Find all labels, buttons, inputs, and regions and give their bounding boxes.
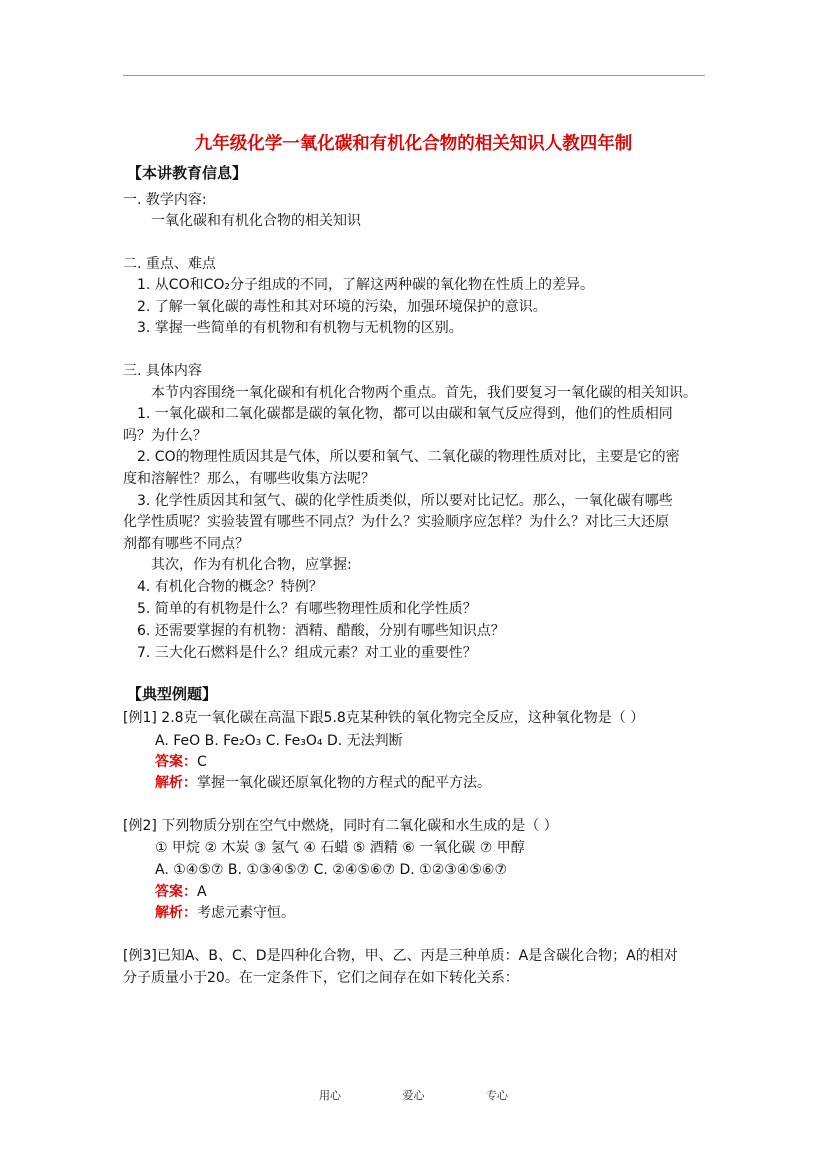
example1-analysis	[155, 775, 491, 791]
s3-heading: 三. 具体内容	[123, 363, 202, 379]
analysis-text: 考虑元素守恒。	[197, 905, 295, 921]
section-heading-info: 【本讲教育信息】	[127, 164, 248, 182]
example1-question: [例1] 2.8克一氧化碳在高温下跟5.8克某种铁的氧化物完全反应，这种氧化物是（ ）	[123, 710, 645, 726]
answer-value: C	[197, 754, 207, 770]
s2-item: 2. 了解一氧化碳的毒性和其对环境的污染，加强环境保护的意识。	[137, 299, 547, 315]
example2-items: ① 甲烷 ② 木炭 ③ 氢气 ④ 石蜡 ⑤ 酒精 ⑥ 一氧化碳 ⑦ 甲醇	[155, 840, 525, 856]
section-heading-examples: 【典型例题】	[127, 685, 218, 703]
s2-item: 1. 从CO和CO₂分子组成的不同，了解这两种碳的氧化物在性质上的差异。	[137, 277, 595, 293]
s3-line: 度和溶解性？那么，有哪些收集方法呢？	[123, 471, 375, 487]
example2-question: [例2] 下列物质分别在空气中燃烧，同时有二氧化碳和水生成的是（ ）	[123, 818, 558, 834]
answer-value: A	[197, 884, 207, 900]
s3-line: 本节内容围绕一氧化碳和有机化合物两个重点。首先，我们要复习一氧化碳的相关知识。	[151, 385, 697, 401]
s3-line: 5. 简单的有机物是什么？有哪些物理性质和化学性质？	[137, 601, 477, 617]
example1-answer	[155, 754, 207, 770]
example2-options: A. ①④⑤⑦ B. ①③④⑤⑦ C. ②④⑤⑥⑦ D. ①②③④⑤⑥⑦	[155, 862, 508, 878]
answer-label: 答案：	[155, 884, 197, 900]
example2-answer	[155, 884, 207, 900]
s3-line: 4. 有机化合物的概念？特例？	[137, 579, 323, 595]
analysis-label: 解析：	[155, 775, 197, 791]
page-footer	[0, 1087, 827, 1103]
example1-options: A. FeO B. Fe₂O₃ C. Fe₃O₄ D. 无法判断	[155, 733, 403, 749]
s3-line: 其次，作为有机化合物，应掌握:	[151, 557, 352, 573]
example2-analysis	[155, 905, 295, 921]
answer-label: 答案：	[155, 754, 197, 770]
s2-heading: 二. 重点、难点	[123, 256, 216, 272]
analysis-text: 掌握一氧化碳还原氧化物的方程式的配平方法。	[197, 775, 491, 791]
s3-line: 7. 三大化石燃料是什么？组成元素？对工业的重要性？	[137, 645, 477, 661]
s1-body: 一氧化碳和有机化合物的相关知识	[151, 213, 361, 229]
s1-heading: 一. 教学内容:	[123, 192, 207, 208]
s3-line: 剂都有哪些不同点？	[123, 536, 249, 552]
s3-line: 1. 一氧化碳和二氧化碳都是碳的氧化物，都可以由碳和氧气反应得到，他们的性质相同	[137, 406, 673, 422]
s2-item: 3. 掌握一些简单的有机物和有机物与无机物的区别。	[137, 320, 463, 336]
example3-line: [例3]已知A、B、C、D是四种化合物，甲、乙、丙是三种单质：A是含碳化合物；A的相对	[123, 948, 678, 964]
s3-line: 6. 还需要掌握的有机物：酒精、醋酸，分别有哪些知识点？	[137, 623, 505, 639]
example3-line: 分子质量小于20。在一定条件下，它们之间存在如下转化关系：	[123, 970, 519, 986]
s3-line: 2. CO的物理性质因其是气体，所以要和氧气、二氧化碳的物理性质对比，主要是它的密	[137, 449, 680, 465]
footer-text: 用心	[319, 1089, 341, 1102]
s3-line: 化学性质呢？实验装置有哪些不同点？为什么？实验顺序应怎样？为什么？对比三大还原	[123, 514, 669, 530]
s3-line: 3. 化学性质因其和氢气、碳的化学性质类似，所以要对比记忆。那么，一氧化碳有哪些	[137, 493, 673, 509]
analysis-label: 解析：	[155, 905, 197, 921]
page-title: 九年级化学一氧化碳和有机化合物的相关知识人教四年制	[194, 134, 633, 154]
s3-line: 吗？为什么？	[123, 428, 207, 444]
header-rule	[123, 75, 705, 76]
footer-text: 爱心	[402, 1089, 425, 1102]
footer-text: 专心	[486, 1089, 508, 1102]
